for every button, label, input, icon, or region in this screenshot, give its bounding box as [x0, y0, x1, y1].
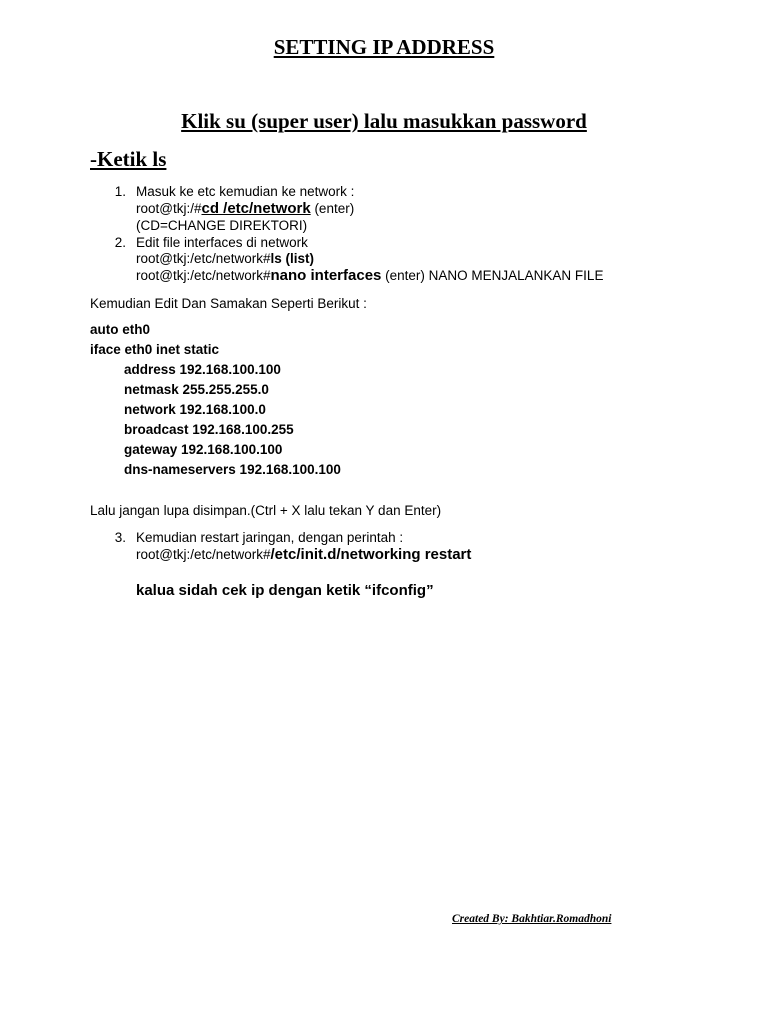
shell-prompt: root@tkj:/# [136, 201, 202, 216]
command-text: cd /etc/network [201, 200, 311, 217]
shell-prompt: root@tkj:/etc/network# [136, 547, 271, 562]
step-note: (CD=CHANGE DIREKTORI) [136, 218, 308, 233]
command-line [136, 200, 354, 217]
shell-prompt: root@tkj:/etc/network# [136, 251, 271, 266]
step-number: 1. [114, 184, 126, 199]
config-line: network 192.168.100.0 [124, 402, 266, 417]
config-line: address 192.168.100.100 [124, 362, 281, 377]
save-note: Lalu jangan lupa disimpan.(Ctrl + X lalu tekan Y dan Enter) [90, 503, 442, 518]
step-text: Edit file interfaces di network [136, 235, 308, 250]
command-line [136, 267, 603, 284]
command-text: ls (list) [270, 251, 315, 266]
command-suffix: (enter) [310, 201, 355, 216]
step-text: Masuk ke etc kemudian ke network : [136, 184, 355, 199]
section-heading: -Ketik ls [90, 147, 167, 171]
config-line: dns-nameservers 192.168.100.100 [124, 462, 341, 477]
config-line: netmask 255.255.255.0 [124, 382, 269, 397]
document-title: SETTING IP ADDRESS [273, 35, 495, 59]
edit-intro: Kemudian Edit Dan Samakan Seperti Berikut : [90, 296, 367, 311]
document-subtitle: Klik su (super user) lalu masukkan password [181, 109, 587, 133]
final-note: kalua sidah cek ip dengan ketik “ifconfig” [136, 582, 434, 599]
author-credit: Created By: Bakhtiar.Romadhoni [452, 913, 612, 925]
step-number: 2. [114, 235, 126, 250]
command-line [136, 250, 314, 267]
config-line: gateway 192.168.100.100 [124, 442, 283, 457]
step-text: Kemudian restart jaringan, dengan perintah : [136, 530, 404, 545]
config-line: auto eth0 [90, 322, 151, 337]
config-line: iface eth0 inet static [90, 342, 220, 357]
command-suffix: (enter) NANO MENJALANKAN FILE [381, 268, 604, 283]
shell-prompt: root@tkj:/etc/network# [136, 268, 271, 283]
command-text: /etc/init.d/networking restart [270, 546, 472, 563]
config-line: broadcast 192.168.100.255 [124, 422, 294, 437]
command-line [136, 546, 471, 563]
step-number: 3. [114, 530, 126, 545]
command-text: nano interfaces [270, 267, 382, 284]
